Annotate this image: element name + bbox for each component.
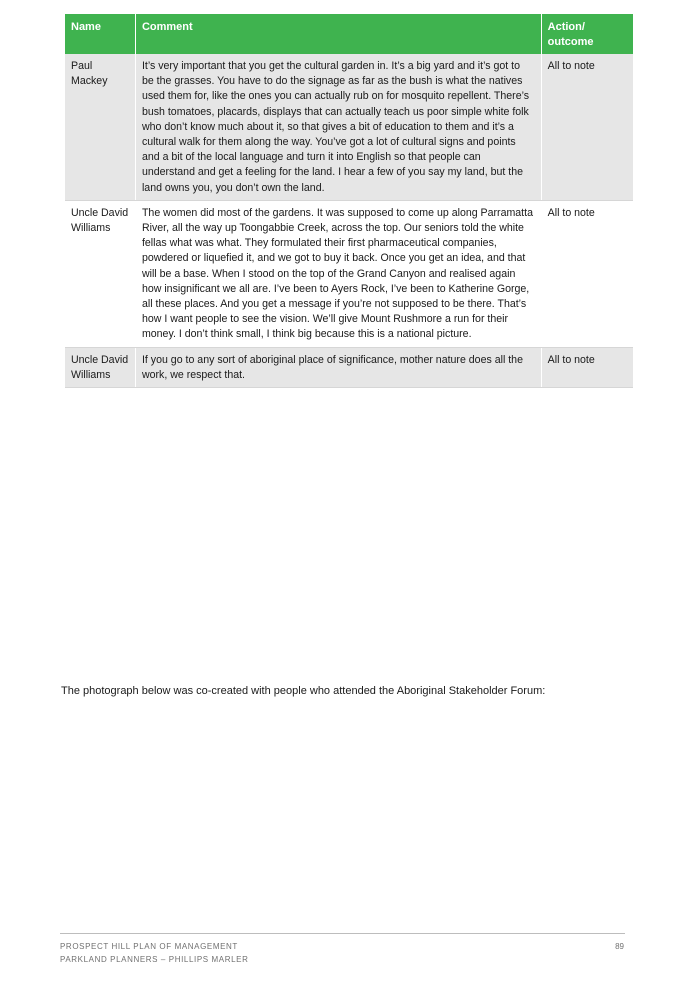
photograph-intro-text: The photograph below was co-created with people who attended the Aboriginal Stakeholder Forum: <box>61 685 546 697</box>
cell-action: All to note <box>541 200 633 347</box>
table-row <box>65 200 633 347</box>
cell-comment: The women did most of the gardens. It was supposed to come up along Parramatta River, all the way up Toongabbie Creek, across the top. Our seniors told the white fellas what was what. They formulated their first pharmaceutical companies, powdered or liquefied it, and we got to buy it back. Once you get an idea, and that will be a base. When I stood on the top of the Grand Canyon and realised again how insignificant we all are. I’ve been to Ayers Rock, I’ve been to Katherine Gorge, all these places. And you get a message if you’re not supposed to be there. That’s how I want people to see the vision. We’ll give Mount Rushmore a run for their money. I don’t think small, I think big because this is a national picture. <box>135 200 541 347</box>
footer-author: PARKLAND PLANNERS – PHILLIPS MARLER <box>60 955 249 964</box>
page-number: 89 <box>615 942 624 951</box>
cell-name: Paul Mackey <box>65 54 135 200</box>
footer-divider <box>60 933 625 934</box>
cell-name: Uncle David Williams <box>65 200 135 347</box>
cell-comment: It’s very important that you get the cultural garden in. It’s a big yard and it’s got to be the grasses. You have to do the signage as far as the bush is what the natives used them for, like the ones you can actually rub on for mosquito repellent. There’s bush tomatoes, placards, displays that can actually teach us poor simple white folk who don’t know much about it, so that gives a bit of education to them and it’s a cultural walk for them along the way. You’ve got a lot of cultural signs and points and a bit of the local language and turn it into English so that people can understand and get a feeling for the land. I hear a few of you say my land, but the land owns you, you don’t own the land. <box>135 54 541 200</box>
table-header <box>65 14 633 54</box>
table-row <box>65 54 633 200</box>
cell-name: Uncle David Williams <box>65 347 135 387</box>
table-row <box>65 347 633 387</box>
header-row <box>65 14 633 54</box>
header-name: Name <box>65 14 135 54</box>
cell-action: All to note <box>541 54 633 200</box>
cell-action: All to note <box>541 347 633 387</box>
header-action: Action/ outcome <box>541 14 633 54</box>
header-comment: Comment <box>135 14 541 54</box>
footer-document-title: PROSPECT HILL PLAN OF MANAGEMENT <box>60 942 238 951</box>
comments-table <box>65 14 633 388</box>
table-body <box>65 54 633 388</box>
cell-comment: If you go to any sort of aboriginal place of significance, mother nature does all the work, we respect that. <box>135 347 541 387</box>
